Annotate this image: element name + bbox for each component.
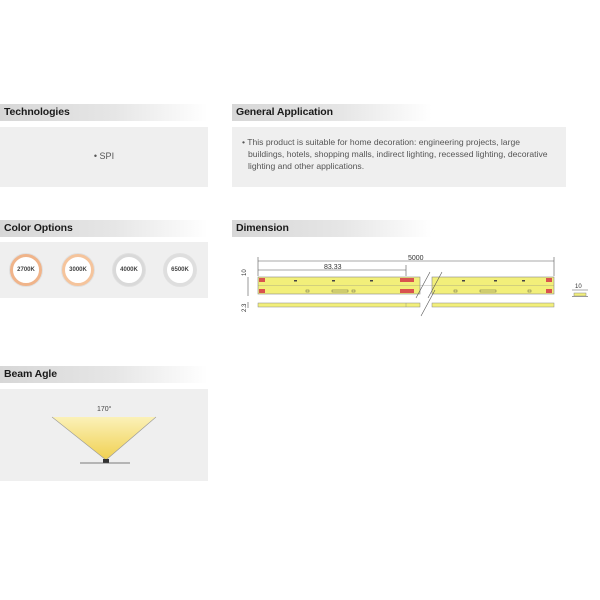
led-strip-top-view (258, 277, 554, 294)
color-swatch-label: 3000K (69, 267, 87, 273)
light-source-icon (103, 459, 109, 463)
color-swatch-6500k (164, 254, 196, 286)
technologies-panel (0, 127, 208, 187)
dimension-heading: Dimension (232, 220, 432, 237)
dimension-drawing (232, 250, 600, 330)
color-swatch-2700k (10, 254, 42, 286)
general-application-text: • This product is suitable for home decoration: engineering projects, large buildings, hotels, shopping malls, indirect lighting, recessed lighting, decorative lighting and other applications. (242, 137, 548, 171)
cross-section-view (572, 284, 588, 297)
led-strip-side-view (258, 303, 554, 307)
beam-angle-diagram (0, 389, 208, 481)
beam-angle-panel (0, 389, 208, 481)
segment-length-label: 83.33 (324, 264, 342, 271)
general-application-panel (232, 127, 566, 187)
technologies-heading: Technologies (0, 104, 208, 121)
width-label-left: 10 (242, 269, 248, 276)
total-length-label: 5000 (408, 255, 424, 262)
color-swatch-label: 2700K (17, 267, 35, 273)
color-options-heading: Color Options (0, 220, 208, 237)
color-swatch-label: 6500K (171, 267, 189, 273)
color-swatch-4000k (113, 254, 145, 286)
beam-angle-heading: Beam Agle (0, 366, 208, 383)
color-options-panel (0, 242, 208, 298)
beam-cone (52, 417, 156, 460)
beam-angle-label: 170° (97, 406, 112, 413)
general-application-heading: General Application (232, 104, 432, 121)
height-label: 2.3 (242, 303, 248, 312)
color-swatch-3000k (62, 254, 94, 286)
color-swatch-label: 4000K (120, 267, 138, 273)
width-label-section: 10 (575, 284, 582, 290)
technology-item: • SPI (93, 151, 115, 161)
